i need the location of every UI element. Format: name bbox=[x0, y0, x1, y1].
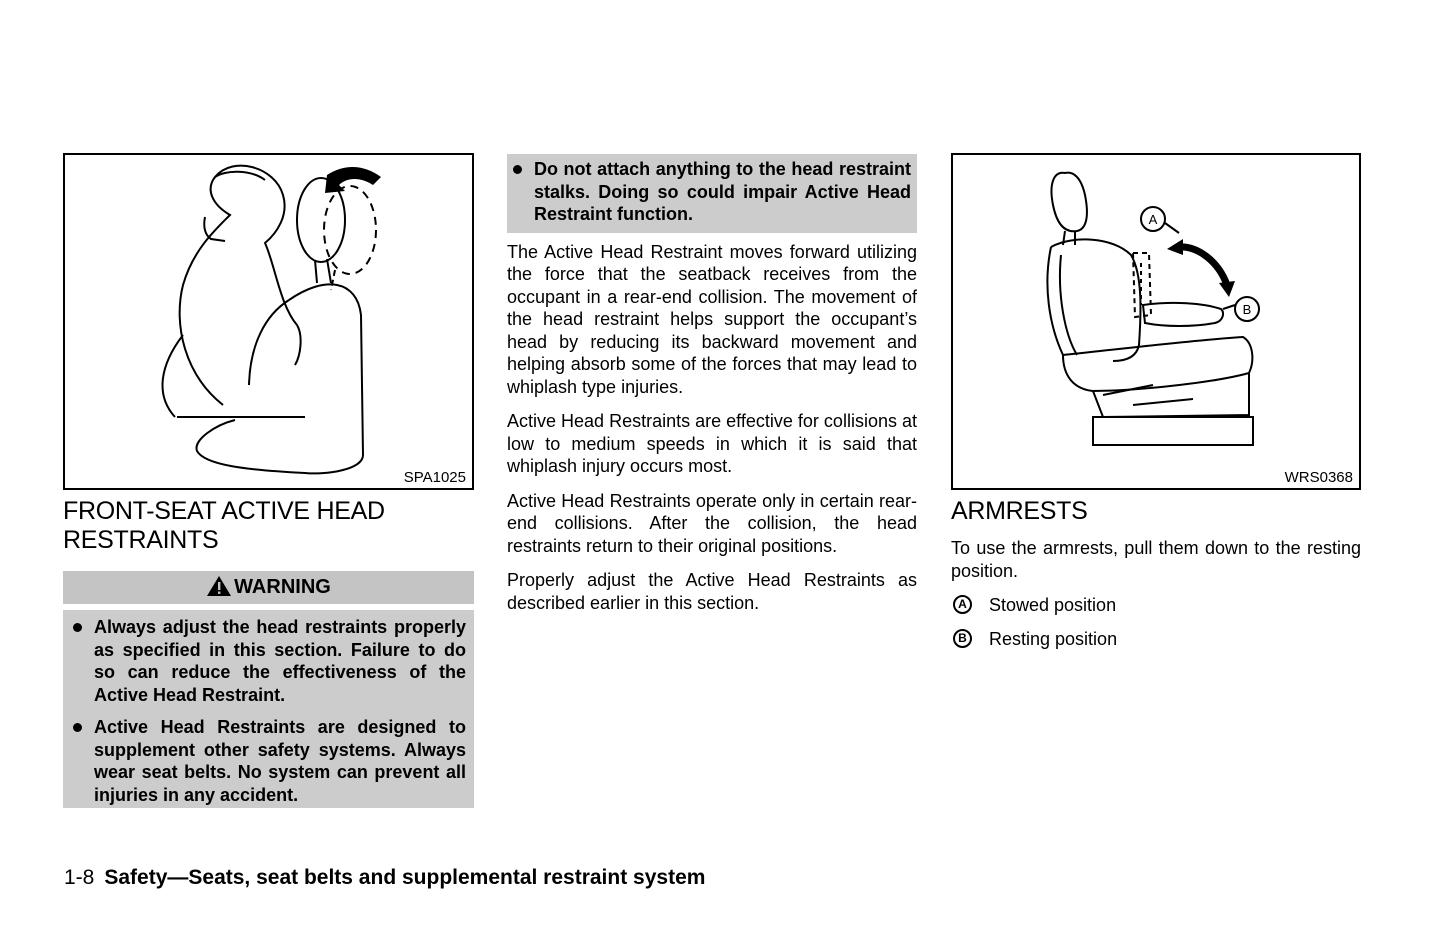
warning-item: Always adjust the head restraints properly as specified in this section. Failure to do so can reduce the effectiveness of the Active Head Restraint. bbox=[67, 616, 466, 706]
armrest-text bbox=[951, 537, 1361, 662]
definition-item: A Stowed position bbox=[951, 594, 1361, 616]
head-restraint-figure bbox=[63, 153, 474, 490]
page-footer bbox=[64, 866, 705, 890]
figure-label-a: A bbox=[1148, 212, 1158, 227]
warning-item: Active Head Restraints are designed to supplement other safety systems. Always wear seat belts. No system can prevent all injuries in any accident. bbox=[67, 716, 466, 806]
caution-item: Do not attach anything to the head restraint stalks. Doing so could impair Active Head Restraint function. bbox=[507, 158, 911, 226]
paragraph: Properly adjust the Active Head Restraints as described earlier in this section. bbox=[507, 570, 917, 613]
section-heading-armrests: ARMRESTS bbox=[951, 497, 1088, 525]
head-restraint-illustration bbox=[65, 155, 472, 488]
page-number: 1-8 bbox=[64, 866, 95, 889]
definition-item: B Resting position bbox=[951, 628, 1361, 650]
armrest-figure bbox=[951, 153, 1361, 490]
paragraph: Active Head Restraints operate only in certain rear-end collisions. After the collision, the head restraints return to their original positions. bbox=[507, 490, 917, 556]
paragraph: Active Head Restraints are effective for collisions at low to medium speeds in which it is said that whiplash injury occurs most. bbox=[507, 411, 917, 476]
warning-triangle-icon bbox=[206, 575, 232, 597]
paragraph: To use the armrests, pull them down to the resting position. bbox=[951, 538, 1361, 581]
warning-title bbox=[63, 571, 474, 604]
label-a-icon: A bbox=[953, 595, 972, 614]
figure-code: SPA1025 bbox=[403, 469, 466, 486]
paragraph: The Active Head Restraint moves forward utilizing the force that the seatback receives from the occupant in a rear-end collision. The movement of the head restraint helps support the occupant’s head by reducing its backward movement and helping absorb some of the forces that may lead to whiplash type injuries. bbox=[507, 241, 917, 397]
warning-box bbox=[63, 571, 474, 808]
section-heading-head-restraints: FRONT-SEAT ACTIVE HEAD RESTRAINTS bbox=[63, 497, 385, 554]
figure-code: WRS0368 bbox=[1284, 469, 1353, 486]
seat-armrest-illustration bbox=[953, 155, 1359, 455]
label-b-icon: B bbox=[953, 629, 972, 648]
figure-label-b: B bbox=[1242, 302, 1252, 317]
middle-column bbox=[507, 154, 917, 626]
section-title: Safety—Seats, seat belts and supplemental restraint system bbox=[104, 866, 706, 889]
warning-title-text: WARNING bbox=[234, 576, 331, 598]
caution-box bbox=[507, 154, 917, 233]
